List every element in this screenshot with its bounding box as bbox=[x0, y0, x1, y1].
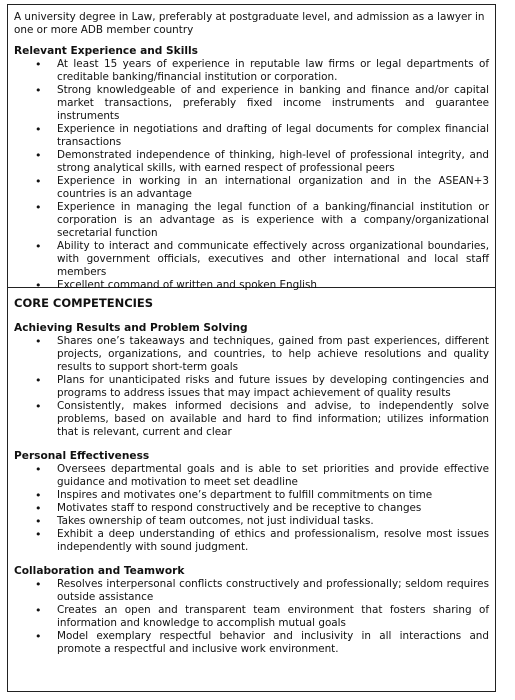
list-item: • Exhibit a deep understanding of ethics and professionalism, resolve most issues independently with sound judgment. bbox=[35, 528, 489, 553]
bullet-icon: • bbox=[35, 604, 42, 617]
list-item: • Creates an open and transparent team environment that fosters sharing of information and knowledge to accomplish mutual goals bbox=[35, 604, 489, 629]
bullet-icon: • bbox=[35, 175, 42, 189]
list-item: • Inspires and motivates one’s department to fulfill commitments on time bbox=[35, 489, 433, 502]
bullet-icon: • bbox=[35, 84, 42, 98]
experience-list bbox=[14, 58, 489, 292]
bullet-icon: • bbox=[35, 528, 42, 541]
education-requirement: A university degree in Law, preferably at postgraduate level, and admission as a lawyer in one or more ADB member country bbox=[14, 11, 485, 37]
bullet-icon: • bbox=[35, 123, 42, 137]
core-competencies-box bbox=[8, 288, 495, 691]
list-item: • Shares one’s takeaways and techniques, gained from past experiences, different projects, organizations, and countries, to help achieve resolutions and quality results to support short-term goals bbox=[35, 335, 489, 373]
section-heading-collaboration: Collaboration and Teamwork bbox=[14, 565, 185, 577]
document-frame bbox=[7, 4, 496, 692]
bullet-icon: • bbox=[35, 335, 42, 348]
list-item: • Consistently, makes informed decisions and advise, to independently solve problems, based on available and hard to find information; utilizes information that is relevant, current and clear bbox=[35, 400, 489, 438]
list-item: • Strong knowledgeable of and experience in banking and finance and/or capital market transactions, preferably fixed income instruments and guarantee instruments bbox=[35, 84, 489, 123]
list-item: • At least 15 years of experience in reputable law firms or legal departments of creditable banking/financial institution or corporation. bbox=[35, 58, 489, 84]
collaboration-list bbox=[14, 578, 489, 656]
section-heading-results: Achieving Results and Problem Solving bbox=[14, 322, 248, 334]
bullet-icon: • bbox=[35, 279, 42, 293]
list-item: • Plans for unanticipated risks and future issues by developing contingencies and programs to address issues that may impact achievement of quality results bbox=[35, 374, 489, 399]
bullet-icon: • bbox=[35, 630, 42, 643]
list-item: • Model exemplary respectful behavior and inclusivity in all interactions and promote a respectful and inclusive work environment. bbox=[35, 630, 489, 655]
section-heading-effectiveness: Personal Effectiveness bbox=[14, 450, 150, 462]
results-list bbox=[14, 335, 489, 439]
effectiveness-list bbox=[14, 463, 489, 554]
list-item: • Demonstrated independence of thinking, high-level of professional integrity, and strong analytical skills, with earned respect of professional peers bbox=[35, 149, 489, 175]
bullet-icon: • bbox=[35, 502, 42, 515]
list-item: • Oversees departmental goals and is able to set priorities and provide effective guidance and motivation to meet set deadline bbox=[35, 463, 489, 488]
list-item: • Excellent command of written and spoken English bbox=[35, 279, 317, 293]
bullet-icon: • bbox=[35, 374, 42, 387]
bullet-icon: • bbox=[35, 240, 42, 254]
list-item: • Experience in working in an international organization and in the ASEAN+3 countries is an advantage bbox=[35, 175, 489, 201]
list-item: • Ability to interact and communicate effectively across organizational boundaries, with government officials, executives and other international and local staff members bbox=[35, 240, 489, 279]
bullet-icon: • bbox=[35, 400, 42, 413]
bullet-icon: • bbox=[35, 578, 42, 591]
list-item: • Takes ownership of team outcomes, not just individual tasks. bbox=[35, 515, 374, 528]
bullet-icon: • bbox=[35, 515, 42, 528]
experience-heading: Relevant Experience and Skills bbox=[14, 45, 198, 58]
bullet-icon: • bbox=[35, 58, 42, 72]
bullet-icon: • bbox=[35, 489, 42, 502]
core-competencies-title: CORE COMPETENCIES bbox=[14, 296, 154, 310]
list-item: • Experience in managing the legal function of a banking/financial institution or corporation is an advantage as is experience with a company/organizational secretarial function bbox=[35, 201, 489, 240]
bullet-icon: • bbox=[35, 149, 42, 163]
bullet-icon: • bbox=[35, 201, 42, 215]
qualifications-box bbox=[8, 5, 495, 293]
list-item: • Experience in negotiations and drafting of legal documents for complex financial transactions bbox=[35, 123, 489, 149]
list-item: • Motivates staff to respond constructively and be receptive to changes bbox=[35, 502, 422, 515]
bullet-icon: • bbox=[35, 463, 42, 476]
list-item: • Resolves interpersonal conflicts constructively and professionally; seldom requires outside assistance bbox=[35, 578, 489, 603]
